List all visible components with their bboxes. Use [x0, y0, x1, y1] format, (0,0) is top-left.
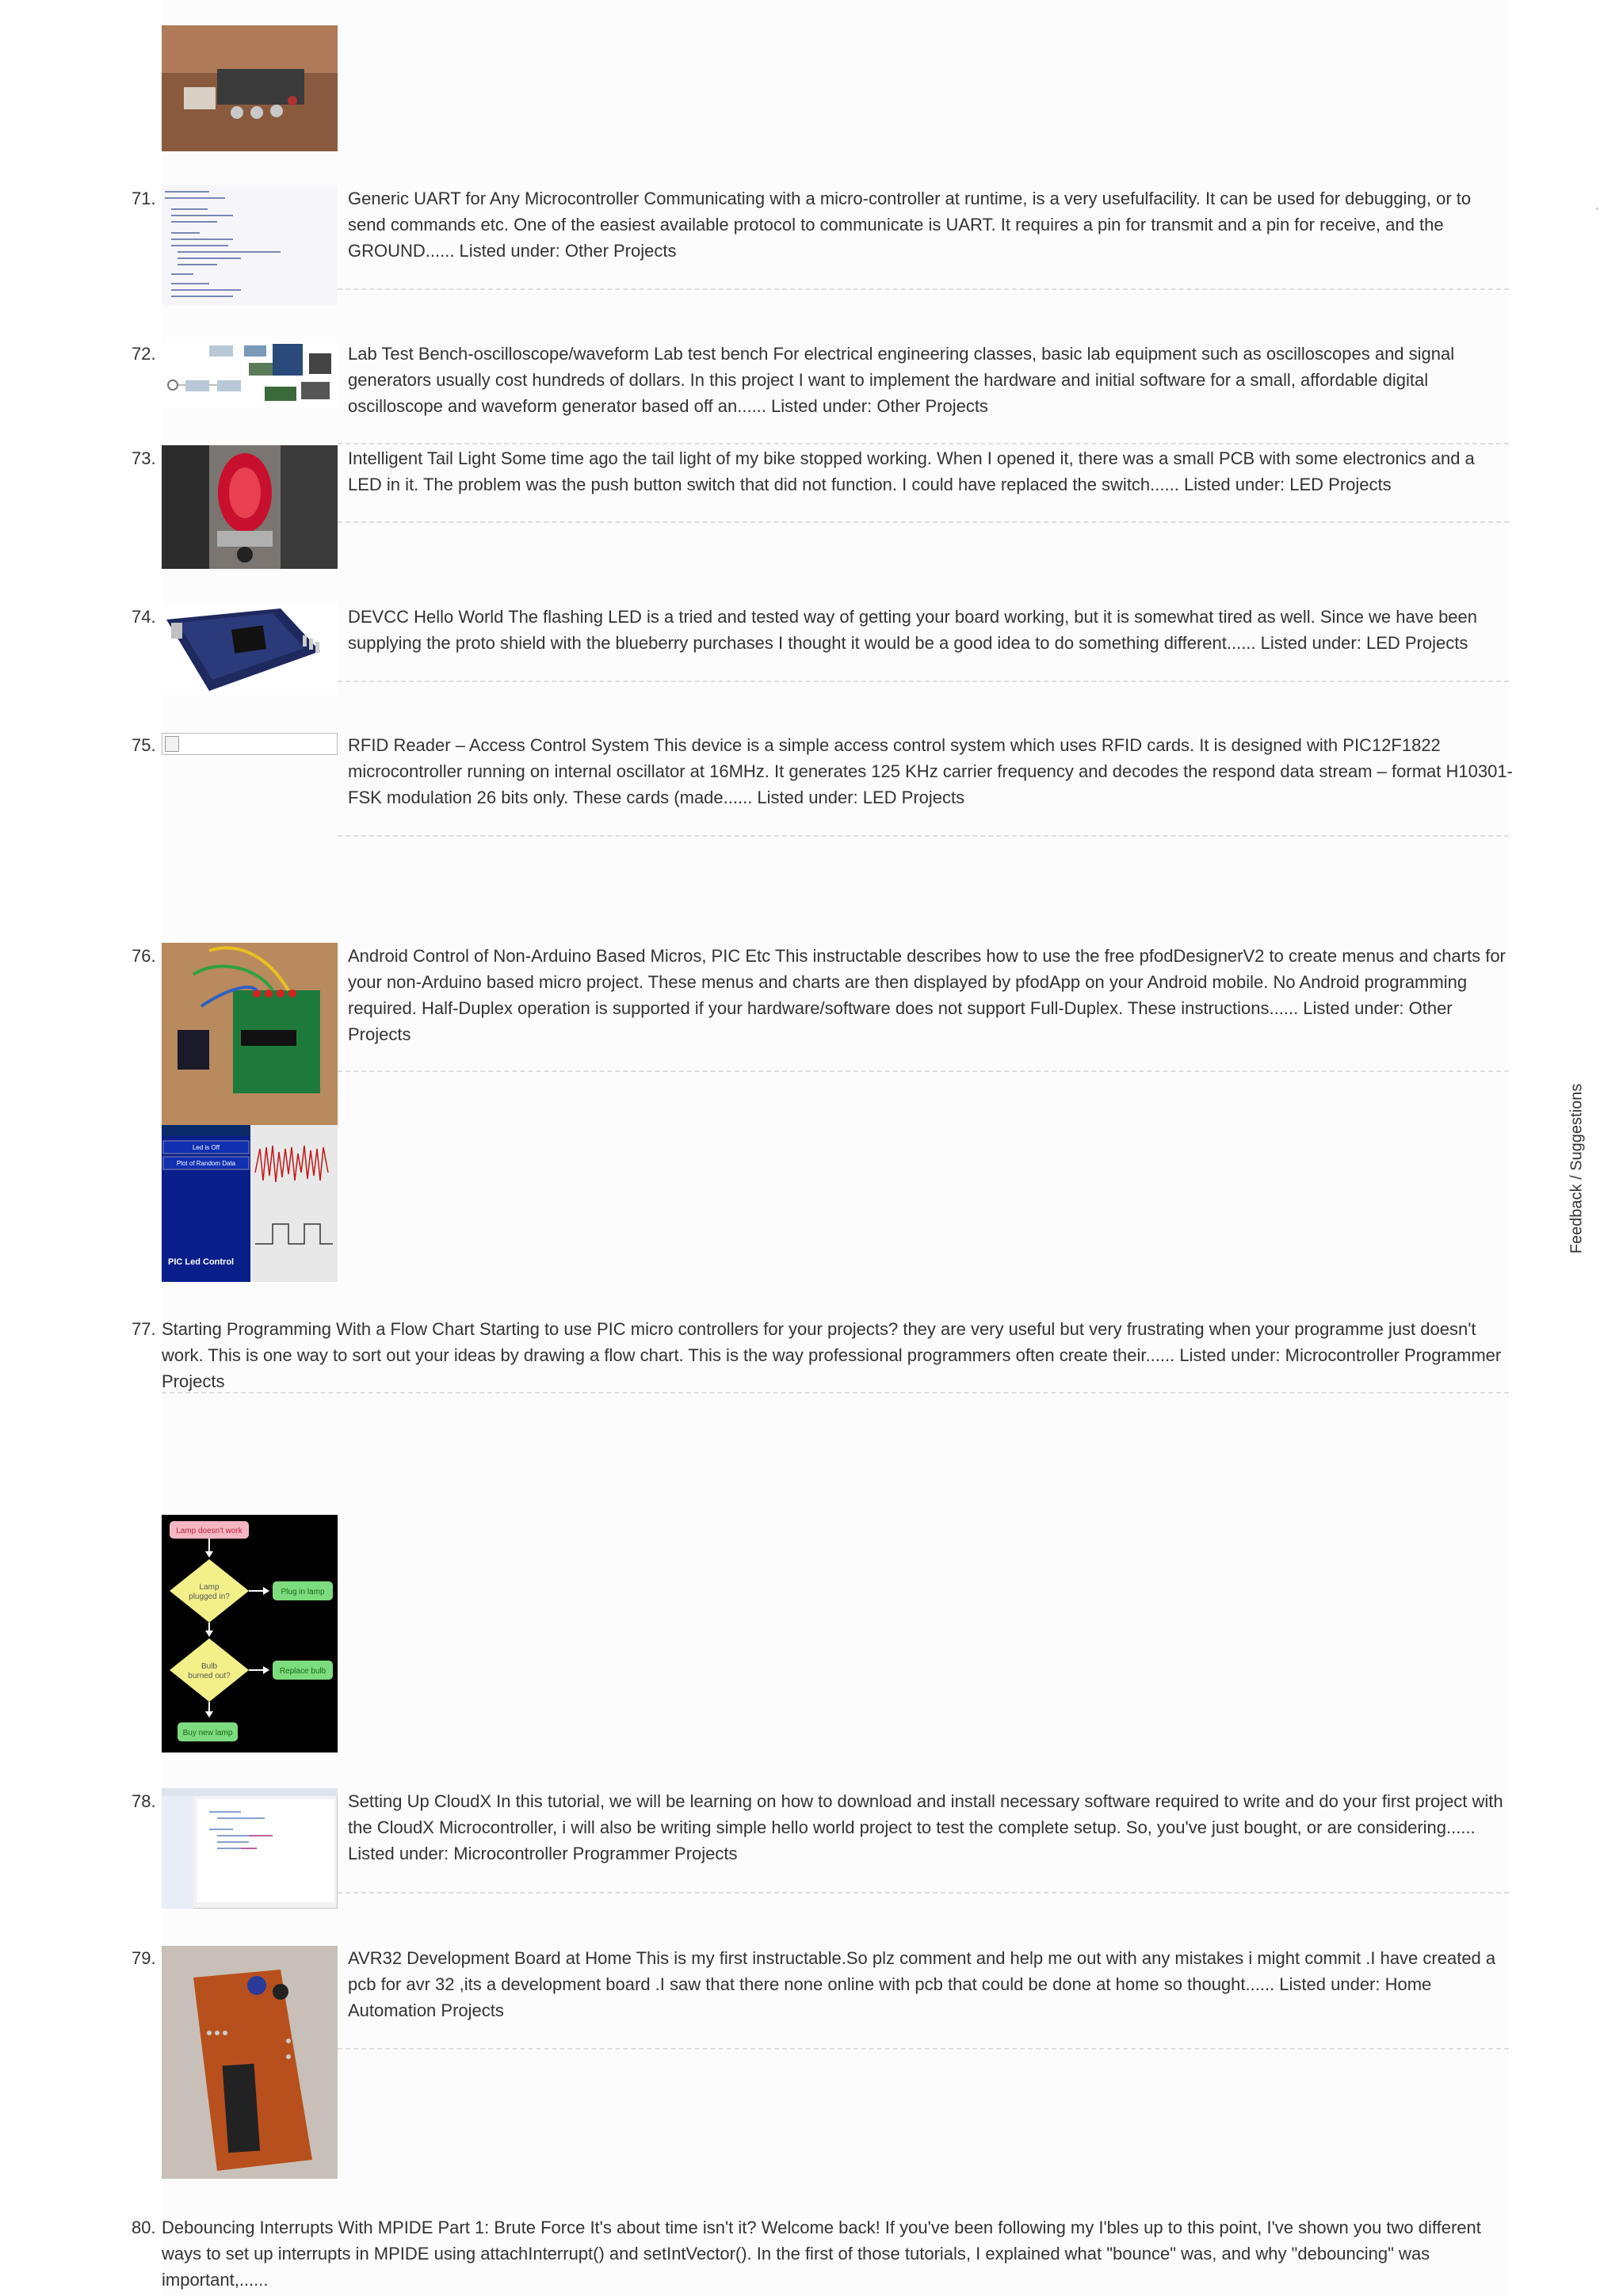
item-description: Setting Up CloudX In this tutorial, we will be learning on how to download and install necessary software required to write and do your first project with the CloudX Microcontroller, i will also be writing simple hello world project to test the complete setup. So, you've just bought, or are considering...... Listed under: Microcontroller Programmer Projects: [348, 1791, 1503, 1863]
decorative-dot: [1596, 208, 1598, 210]
item-description: Starting Programming With a Flow Chart Starting to use PIC micro controllers for your projects? they are very useful but very frustrating when your programme just doesn't work. This is one way to sort out your ideas by drawing a flow chart. This is the way professional programmers often create their...... Listed under: Microcontroller Programmer Projects: [162, 1319, 1502, 1391]
broken-image-icon[interactable]: [162, 733, 338, 755]
flow-answer-1: Plug in lamp: [281, 1588, 325, 1596]
flow-question-2-line-1: Bulb: [200, 1662, 218, 1671]
flow-end: Buy new lamp: [182, 1729, 233, 1737]
android-button-led: Led is Off: [192, 1144, 220, 1151]
item-separator: [338, 681, 1509, 682]
item-thumbnail[interactable]: [162, 604, 338, 694]
item-thumbnail[interactable]: [162, 1788, 338, 1909]
top-thumbnail[interactable]: [162, 25, 338, 151]
item-thumbnail[interactable]: [162, 1946, 338, 2179]
item-description: Debouncing Interrupts With MPIDE Part 1: Brute Force It's about time isn't it? Welcome back! If you've been following my I'bles up to this point, I've shown you two different ways to set up interrupts in MPIDE using attachInterrupt() and setIntVector(). In the first of those tutorials, I explained what "bounce" was, and why "debouncing" was important,......: [162, 2218, 1481, 2290]
item-description: Generic UART for Any Microcontroller Communicating with a micro-controller at runtime, is a very usefulfacility. It can be used for debugging, or to send commands etc. One of the easiest available protocol to communicate is UART. It requires a pin for transmit and a pin for receive, and the GROUND...... Listed under: Other Projects: [348, 189, 1472, 261]
flow-question-2-line-2: burned out?: [188, 1672, 231, 1680]
item-thumbnail[interactable]: [162, 342, 338, 409]
item-number: 77.: [132, 1319, 156, 1339]
item-number: 78.: [132, 1791, 156, 1811]
item-description: AVR32 Development Board at Home This is my first instructable.So plz comment and help me out with any mistakes i might commit .I have created a pcb for avr 32 ,its a development board .I saw that there none online with pcb that could be done at home so thought...... Listed under: Home Automation Projects: [348, 1948, 1496, 2020]
item-separator: [338, 443, 1509, 444]
android-button-plot: Plot of Random Data: [176, 1160, 236, 1167]
feedback-tab[interactable]: [1553, 1077, 1601, 1260]
android-app-title: PIC Led Control: [168, 1257, 235, 1267]
flowchart-thumbnail[interactable]: [162, 1515, 338, 1753]
item-thumbnail[interactable]: [162, 185, 338, 306]
flow-question-1-line-2: plugged in?: [189, 1592, 230, 1601]
item-separator: [162, 1392, 1509, 1394]
flow-question-1-line-1: Lamp: [199, 1583, 220, 1592]
item-number: 74.: [132, 607, 156, 627]
item-separator: [338, 2048, 1509, 2050]
item-separator: [338, 521, 1509, 523]
flow-answer-2: Replace bulb: [279, 1667, 327, 1676]
item-description: RFID Reader – Access Control System This device is a simple access control system which uses RFID cards. It is designed with PIC12F1822 microcontroller running on internal oscillator at 16MHz. It generates 125 KHz carrier frequency and decodes the respond data stream – format H10301- FSK modulation 26 bits only. These cards (made...... Listed under: LED Projects: [348, 735, 1513, 807]
item-number: 71.: [132, 189, 156, 208]
item-number: 73.: [132, 448, 156, 468]
item-separator: [338, 288, 1509, 290]
item-number: 72.: [132, 344, 156, 364]
item-thumbnail[interactable]: [162, 943, 338, 1125]
item-number: 75.: [132, 735, 156, 755]
item-description: Intelligent Tail Light Some time ago the tail light of my bike stopped working. When I opened it, there was a small PCB with some electronics and a LED in it. The problem was the push button switch that did not function. I could have replaced the switch...... Listed under: LED Projects: [348, 448, 1475, 494]
item-description: Lab Test Bench-oscilloscope/waveform Lab test bench For electrical engineering classes, basic lab equipment such as oscilloscopes and signal generators usually cost hundreds of dollars. In this project I want to implement the hardware and initial software for a small, affordable digital oscilloscope and waveform generator based off an...... Listed under: Other Projects: [348, 344, 1455, 416]
item-separator: [338, 835, 1509, 837]
item-description: DEVCC Hello World The flashing LED is a tried and tested way of getting your board working, but it is somewhat tired as well. Since we have been supplying the proto shield with the blueberry purchases I thought it would be a good idea to do something different...... Listed under: LED Projects: [348, 607, 1478, 653]
item-separator: [338, 1070, 1509, 1072]
item-number: 79.: [132, 1948, 156, 1968]
android-screenshot[interactable]: [162, 1125, 338, 1282]
item-number: 80.: [132, 2218, 156, 2237]
item-number: 76.: [132, 946, 156, 966]
item-separator: [338, 1892, 1509, 1894]
flow-start: Lamp doesn't work: [176, 1527, 242, 1535]
feedback-label: Feedback / Suggestions: [1568, 1083, 1586, 1254]
item-description: Android Control of Non-Arduino Based Micros, PIC Etc This instructable describes how to use the free pfodDesignerV2 to create menus and charts for your non-Arduino based micro project. These menus and charts are then displayed by pfodApp on your Android mobile. No Android programming required. Half-Duplex operation is supported if your hardware/software does not support Full-Duplex. These instructions...... Listed under: Other Projects: [348, 946, 1506, 1044]
item-thumbnail[interactable]: [162, 445, 338, 569]
